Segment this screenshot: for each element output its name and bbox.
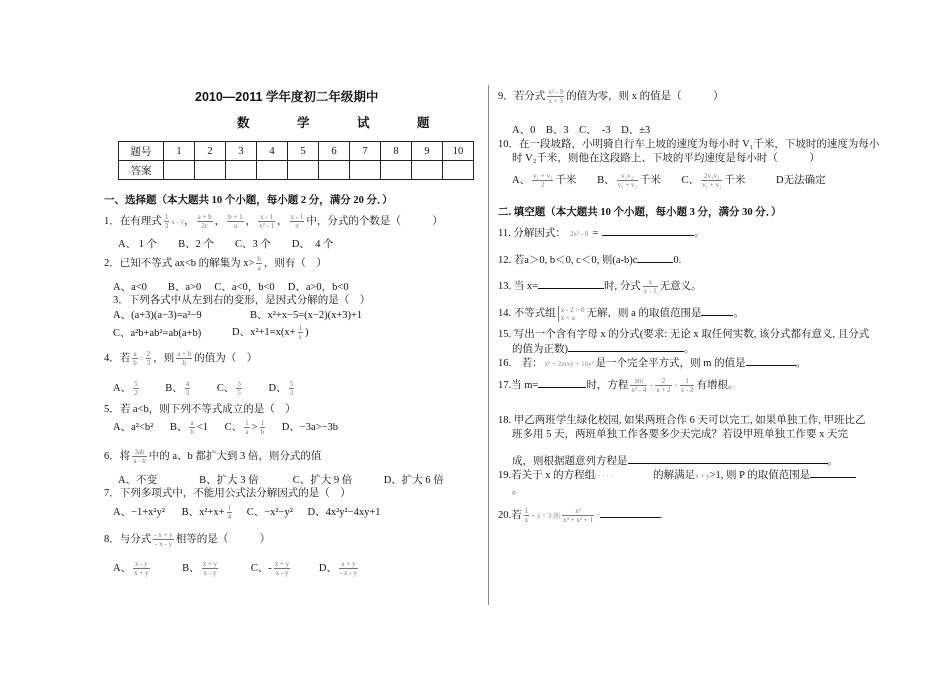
q1-inline-expr: x - y — [171, 218, 185, 226]
question-5: 5．若 a<b，则下列不等式成立的是（ ） — [104, 404, 296, 415]
answer-cell[interactable] — [195, 161, 226, 180]
q2-frac: $\frac{b}{a}$ — [257, 255, 261, 273]
answer-cell[interactable] — [381, 161, 412, 180]
question-14: 14. 不等式组 x - 2 > 0 x < a 无解，则 a 的取值范围是 。 — [498, 305, 744, 322]
table-cell: 10 — [443, 142, 474, 161]
table-cell: 1 — [164, 142, 195, 161]
section1-heading: 一、选择题（本大题共 10 个小题，每小题 2 分，满分 20 分．） — [104, 195, 393, 206]
table-cell: 9 — [412, 142, 443, 161]
q8-options: A、 $\frac{x - y}{x + y}$ B、 $\frac{x + y}{x - y}$ C、- $\frac{x + y}{x - y}$ D、 $\frac{x + y}{- x - y}$ — [113, 560, 357, 578]
question-18-line2: 班多用 5 天，两班单独工作各要多少天完成？若设甲班单独工作要 x 天完 — [512, 429, 848, 440]
q1-frac: $\frac{b + 1}{a}$ — [228, 213, 243, 231]
q3-option-a: A、(a+3)(a−3)=a²−9 — [113, 310, 202, 321]
question-3: 3．下列各式中从左到右的变形，是因式分解的是（ ） — [113, 295, 371, 306]
question-17: 17.当 m= 时，方程 $\frac{|m|}{\text{x² - 4}}$ + $\frac{2}{x + 2}$ = $\frac{1}{x - 2}$ 有增根。 — [498, 377, 739, 395]
answer-cell[interactable] — [257, 161, 288, 180]
question-11: 11. 分解因式： 2x² - 8 = 。 — [498, 228, 705, 239]
table-cell: 6 — [319, 142, 350, 161]
question-8: 8．与分式 $\frac{- x + y}{- x - y}$ 相等的是（ ） — [104, 531, 271, 549]
table-cell: 8 — [381, 142, 412, 161]
q20-answer-blank[interactable] — [600, 508, 660, 518]
q2-stem: 2．已知不等式 ax<b 的解集为 x> — [104, 258, 255, 269]
question-1: 1．在有理式 $\frac{1}{3}$ x - y， $\frac{a + b}{2c}$ ， $\frac{b + 1}{a}$ ， $\frac{x - 1}{\text{x² - 1}}$ ， $\frac{x - 1}{\pi}$ 中，分式的个数是（ ） — [104, 213, 443, 231]
question-9: 9．若分式 $\frac{\text{x² - 9}}{x + 3}$ 的值为零，则 x 的值是（ ） — [498, 88, 724, 106]
question-20: 20.若 $\frac{1}{x}$ + x = 3,则 $\frac{\text{x²}}{\text{x⁴ + x² + 1}}$ = . — [498, 507, 663, 525]
q17-answer-blank[interactable] — [538, 378, 586, 388]
q4-frac: $\frac{a}{b}$ — [133, 350, 137, 368]
exam-title: 2010—2011 学年度初二年级期中 — [195, 90, 379, 104]
question-19: 19.若关于 x 的方程组| · · · · 的解满足x + y>1, 则 P 的取值范围是 — [498, 468, 856, 483]
q3-option-d: D、x²+1=x(x+ $\frac{1}{x}$ ) — [232, 324, 309, 342]
q13-answer-blank[interactable] — [538, 279, 604, 289]
q7-options: A、−1+x²y² B、x²+x+ $\frac{1}{4}$ C、−x²−y² D、4x²y²−4xy+1 — [113, 504, 381, 522]
table-head-answer: 答案 — [119, 161, 164, 180]
q6-frac: $\frac{3ab}{a - b}$ — [133, 448, 146, 466]
q9-frac: $\frac{\text{x² - 9}}{x + 3}$ — [548, 88, 564, 106]
question-13: 13. 当 x= 时, 分式 $\frac{x}{x - 1}$ 无意义。 — [498, 278, 702, 296]
q6-options: A、不变 B、扩大 3 倍 C、扩大 9 倍 D、扩大 6 倍 — [118, 475, 444, 486]
q19-end: 。 — [512, 485, 523, 496]
q1-options: A、 1 个 B、2 个 C、3 个 D、 4 个 — [118, 239, 334, 250]
q1-frac: $\frac{1}{3}$ — [164, 213, 169, 231]
q1-stem-end: 中，分式的个数是（ ） — [306, 216, 443, 227]
q3-option-b: B、x²+x−5=(x−2)(x+3)+1 — [250, 310, 363, 321]
question-12: 12. 若a＞0, b＜0, c＜0, 则(a-b)c 0. — [498, 255, 682, 266]
table-cell: 3 — [226, 142, 257, 161]
q4-frac: $\frac{a + b}{b}$ — [177, 350, 192, 368]
q11-answer-blank[interactable] — [602, 226, 694, 236]
q1-frac: $\frac{a + b}{2c}$ — [197, 213, 212, 231]
q12-answer-blank[interactable] — [637, 253, 673, 263]
question-10-line1: 10．在一段坡路，小明骑自行车上坡的速度为每小时 V₁千米，下坡时的速度为每小 — [498, 139, 880, 150]
question-18-line3: 成，则根据题意列方程是 。 — [512, 456, 838, 467]
answer-cell[interactable] — [164, 161, 195, 180]
q1-frac: $\frac{x - 1}{\pi}$ — [290, 213, 304, 231]
answer-cell[interactable] — [412, 161, 443, 180]
question-15-line1: 15. 写出一个含有字母 x 的分式(要求: 无论 x 取任何实数, 该分式都有意义, 且分式 — [498, 329, 870, 340]
q4-options: A、 $\frac{5}{2}$ B、 $\frac{4}{3}$ C、 $\frac{3}{5}$ D、 $\frac{5}{3}$ — [113, 380, 294, 398]
q3-option-c: C、a²b+ab²=ab(a+b) — [113, 328, 202, 339]
question-4: 4．若 $\frac{a}{b}$ = $\frac{2}{3}$ ，则 $\frac{a + b}{b}$ 的值为（ ） — [104, 350, 258, 368]
question-2 — [104, 254, 327, 274]
question-6: 6．将 $\frac{3ab}{a - b}$ 中的 a、b 都扩大到 3 倍，则分式的值 — [104, 448, 322, 466]
question-15-line2: 的值为正数) 。 — [512, 344, 695, 355]
exam-subtitle: 数 学 试 题 — [237, 116, 452, 130]
answer-cell[interactable] — [350, 161, 381, 180]
q9-options: A、0 B、3 C、 -3 D、±3 — [512, 125, 651, 136]
answer-cell[interactable] — [443, 161, 474, 180]
table-cell: 7 — [350, 142, 381, 161]
q3-frac: $\frac{1}{x}$ — [298, 324, 302, 342]
table-cell: 2 — [195, 142, 226, 161]
answer-cell[interactable] — [226, 161, 257, 180]
q2-options: A、a<0 B、a>0 C、a<0，b<0 D、a>0，b<0 — [113, 282, 349, 293]
answer-table — [118, 141, 474, 180]
q10-options: A、 $\frac{\text{v₁ + v₂}}{2}$ 千米 B、 $\frac{\text{v₁v₂}}{\text{v₁ + v₂}}$ 千米 C、 $\frac{\text{2v₁v₂}}{\text{v₁ + v₂}}$ 千米 D无法确定 — [512, 172, 826, 190]
q1-stem: 1．在有理式 — [104, 216, 162, 227]
q18-answer-blank[interactable] — [628, 454, 828, 464]
section2-heading: 二. 填空题（本大题共 10 个小题，每小题 3 分，满分 30 分．） — [498, 207, 782, 218]
question-10-line2: 时 V₂千米，则他在这段路上、下坡的平均速度是每小时（ ） — [512, 153, 820, 164]
q16-answer-blank[interactable] — [746, 356, 796, 366]
q1-frac: $\frac{x - 1}{\text{x² - 1}}$ — [259, 213, 275, 231]
q14-answer-blank[interactable] — [701, 306, 733, 316]
question-18-line1: 18. 甲乙两班学生绿化校园, 如果两班合作 6 天可以完工, 如果单独工作, 甲班比乙 — [498, 415, 866, 426]
table-cell: 5 — [288, 142, 319, 161]
q19-answer-blank[interactable] — [810, 468, 856, 478]
q2-stem-end: ，则有（ ） — [263, 258, 327, 269]
column-divider — [488, 85, 489, 605]
q5-options: A、a²<b² B、 $\frac{a}{b}$ <1 C、 $\frac{1}{a}$ > $\frac{1}{b}$ D、−3a>−3b — [113, 419, 338, 437]
q8-frac: $\frac{- x + y}{- x - y}$ — [154, 531, 173, 549]
table-row — [119, 142, 474, 161]
table-row — [119, 161, 474, 180]
answer-cell[interactable] — [288, 161, 319, 180]
q14-inequality-system: x - 2 > 0 x < a — [558, 306, 585, 322]
answer-cell[interactable] — [319, 161, 350, 180]
q19-equation-system: | · · · · — [595, 472, 613, 480]
table-head-number: 题号 — [119, 142, 164, 161]
q15-answer-blank[interactable] — [568, 342, 684, 352]
q13-frac: $\frac{x}{x - 1}$ — [643, 278, 657, 296]
q4-frac: $\frac{2}{3}$ — [146, 350, 151, 368]
question-16: 16. 若： x² + 2mxy + 16y² 是一个完全平方式，则 m 的值是 。 — [498, 358, 807, 369]
table-cell: 4 — [257, 142, 288, 161]
question-7: 7．下列多项式中，不能用公式法分解因式的是（ ） — [104, 488, 351, 499]
